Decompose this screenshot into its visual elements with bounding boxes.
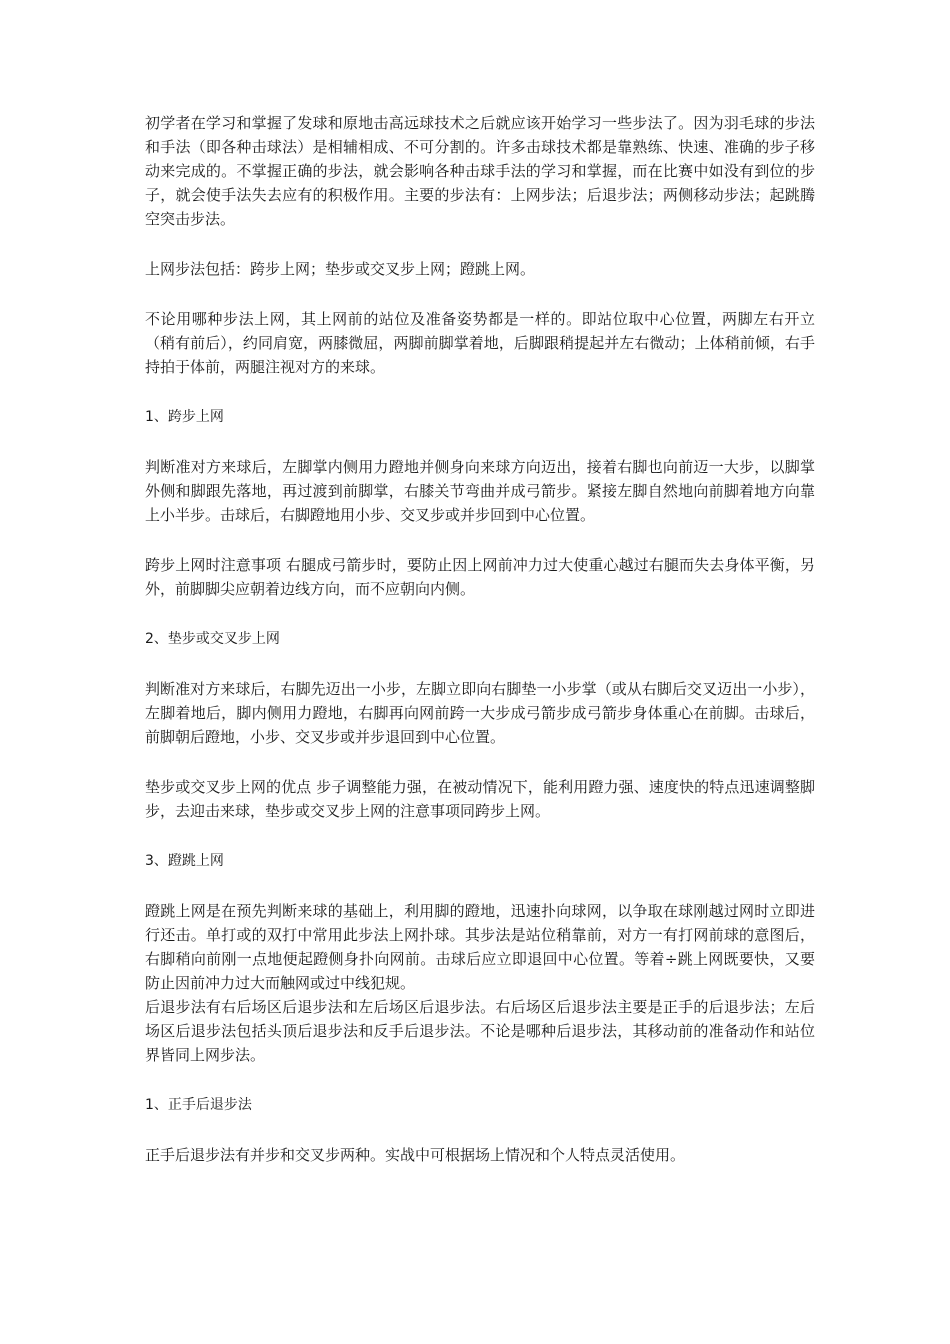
section-heading-jump-step: 3、蹬跳上网 <box>145 853 224 869</box>
section-heading-lunge-step: 1、跨步上网 <box>145 409 224 425</box>
chasse-step-paragraph: 判断准对方来球后，右脚先迈出一小步，左脚立即向右脚垫一小步掌（或从右脚后交叉迈出一小步），左脚着地后，脚内侧用力蹬地，右脚再向网前跨一大步成弓箭步成弓箭步身体重心在前脚。击球后，前脚朝后蹬地，小步、交叉步或并步退回到中心位置。 <box>145 680 815 746</box>
chasse-step-note-paragraph: 垫步或交叉步上网的优点 步子调整能力强，在被动情况下，能利用蹬力强、速度快的特点迅速调整脚步，去迎击来球，垫步或交叉步上网的注意事项同跨步上网。 <box>145 778 815 820</box>
section-heading-forehand-retreat: 1、正手后退步法 <box>145 1097 252 1113</box>
jump-step-paragraph: 蹬跳上网是在预先判断来球的基础上，利用脚的蹬地，迅速扑向球网，以争取在球刚越过网时立即进行还击。单打或的双打中常用此步法上网扑球。其步法是站位稍靠前，对方一有打网前球的意图后，右脚稍向前刚一点地便起蹬侧身扑向网前。击球后应立即退回中心位置。等着÷跳上网既要快，又要防止因前冲力过大而触网或过中线犯规。 <box>145 902 815 992</box>
ready-stance-paragraph: 不论用哪种步法上网，其上网前的站位及准备姿势都是一样的。即站位取中心位置，两脚左右开立（稍有前后），约同肩宽，两膝微屈，两脚前脚掌着地，后脚跟稍提起并左右微动；上体稍前倾，右手持拍于体前，两腿注视对方的来球。 <box>145 310 815 376</box>
net-steps-list-paragraph: 上网步法包括：跨步上网；垫步或交叉步上网；蹬跳上网。 <box>145 260 536 278</box>
intro-paragraph: 初学者在学习和掌握了发球和原地击高远球技术之后就应该开始学习一些步法了。因为羽毛球的步法和手法（即各种击球法）是相辅相成、不可分割的。许多击球技术都是靠熟练、快速、准确的步子移动来完成的。不掌握正确的步法，就会影响各种击球手法的学习和掌握，而在比赛中如没有到位的步子，就会使手法失去应有的积极作用。主要的步法有：上网步法；后退步法；两侧移动步法；起跳腾空突击步法。 <box>145 114 815 228</box>
lunge-step-paragraph: 判断准对方来球后，左脚掌内侧用力蹬地并侧身向来球方向迈出，接着右脚也向前迈一大步，以脚掌外侧和脚跟先落地，再过渡到前脚掌，右膝关节弯曲并成弓箭步。紧接左脚自然地向前脚着地方向靠上小半步。击球后，右脚蹬地用小步、交叉步或并步回到中心位置。 <box>145 458 815 524</box>
lunge-step-note-paragraph: 跨步上网时注意事项 右腿成弓箭步时，要防止因上网前冲力过大使重心越过右腿而失去身体平衡，另外，前脚脚尖应朝着边线方向，而不应朝向内侧。 <box>145 556 815 598</box>
document-page <box>145 111 815 1167</box>
section-heading-chasse-step: 2、垫步或交叉步上网 <box>145 631 280 647</box>
forehand-retreat-paragraph: 正手后退步法有并步和交叉步两种。实战中可根据场上情况和个人特点灵活使用。 <box>145 1146 686 1164</box>
backcourt-intro-paragraph: 后退步法有右后场区后退步法和左后场区后退步法。右后场区后退步法主要是正手的后退步法；左后场区后退步法包括头顶后退步法和反手后退步法。不论是哪种后退步法，其移动前的准备动作和站位界皆同上网步法。 <box>145 998 815 1064</box>
